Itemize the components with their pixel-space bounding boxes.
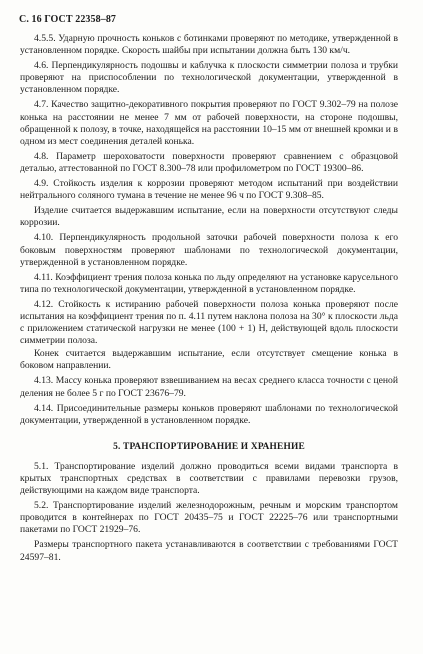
paragraph-5-1: 5.1. Транспортирование изделий должно проводиться всеми видами транспорта в крытых транспортных средствах в соответствии с правилами перевозки грузов, действующими на каждом виде транспорта. [20,460,398,497]
paragraph-4-12-note: Конек считается выдержавшим испытание, если отсутствует смещение конька в боковом направлении. [20,348,398,372]
paragraph-4-13: 4.13. Массу конька проверяют взвешиванием на весах среднего класса точности с ценой деления не более 5 г по ГОСТ 23676–79. [20,375,398,399]
paragraph-5-2-note: Размеры транспортного пакета устанавливаются в соответствии с требованиями ГОСТ 24597–81. [20,539,398,563]
paragraph-4-5-5: 4.5.5. Ударную прочность коньков с ботинками проверяют по методике, утвержденной в установленном порядке. Скорость шайбы при испытании должна быть 130 км/ч. [20,33,398,57]
page-header: С. 16 ГОСТ 22358–87 [19,14,117,25]
paragraph-4-7: 4.7. Качество защитно-декоративного покрытия проверяют по ГОСТ 9.302–79 на полозе конька на расстоянии не менее 7 мм от рабочей поверхности, на стороне подошвы, обращенной к полозу, в точке, находящейся на расстоянии 10–15 мм от внешней кромки и в одном из мест соединения деталей конька. [20,99,398,147]
document-body [20,33,398,564]
paragraph-5-2: 5.2. Транспортирование изделий железнодорожным, речным и морским транспортом проводится в контейнерах по ГОСТ 20435–75 и ГОСТ 22225–76 или транспортными пакетами по ГОСТ 21929–76. [20,500,398,536]
paragraph-4-8: 4.8. Параметр шероховатости поверхности проверяют сравнением с образцовой деталью, аттестованной по ГОСТ 8.300–78 или профилометром по ГОСТ 19300–86. [20,150,398,174]
paragraph-4-11: 4.11. Коэффициент трения полоза конька по льду определяют на установке карусельного типа по технологической документации, утвержденной в установленном порядке. [20,271,398,295]
paragraph-4-12: 4.12. Стойкость к истиранию рабочей поверхности полоза конька проверяют после испытания на коэффициент трения по п. 4.11 путем наклона полоза на 30° к плоскости льда с приложением статической нагрузки не менее (100 + 1) Н, действующей вдоль плоскости симметрии полоза. [20,298,398,347]
paragraph-4-10: 4.10. Перпендикулярность продольной заточки рабочей поверхности полоза к его боковым поверхностям проверяют шаблонами по технологической документации, утвержденной в установленном порядке. [20,232,398,268]
paragraph-4-9: 4.9. Стойкость изделия к коррозии проверяют методом испытаний при воздействии нейтрального соляного тумана в течение не менее 96 ч по ГОСТ 9.308–85. [20,178,398,202]
paragraph-4-6: 4.6. Перпендикулярность подошвы и каблучка к плоскости симметрии полоза и трубки проверяют на приспособлении по технологической документации, утвержденной в установленном порядке. [20,60,398,96]
section-5-title: 5. ТРАНСПОРТИРОВАНИЕ И ХРАНЕНИЕ [113,441,305,452]
paragraph-4-9-note: Изделие считается выдержавшим испытание, если на поверхности отсутствуют следы коррозии. [20,205,398,229]
paragraph-4-14: 4.14. Присоединительные размеры коньков проверяют шаблонами по технологической документации, утвержденной в установленном порядке. [20,402,398,426]
